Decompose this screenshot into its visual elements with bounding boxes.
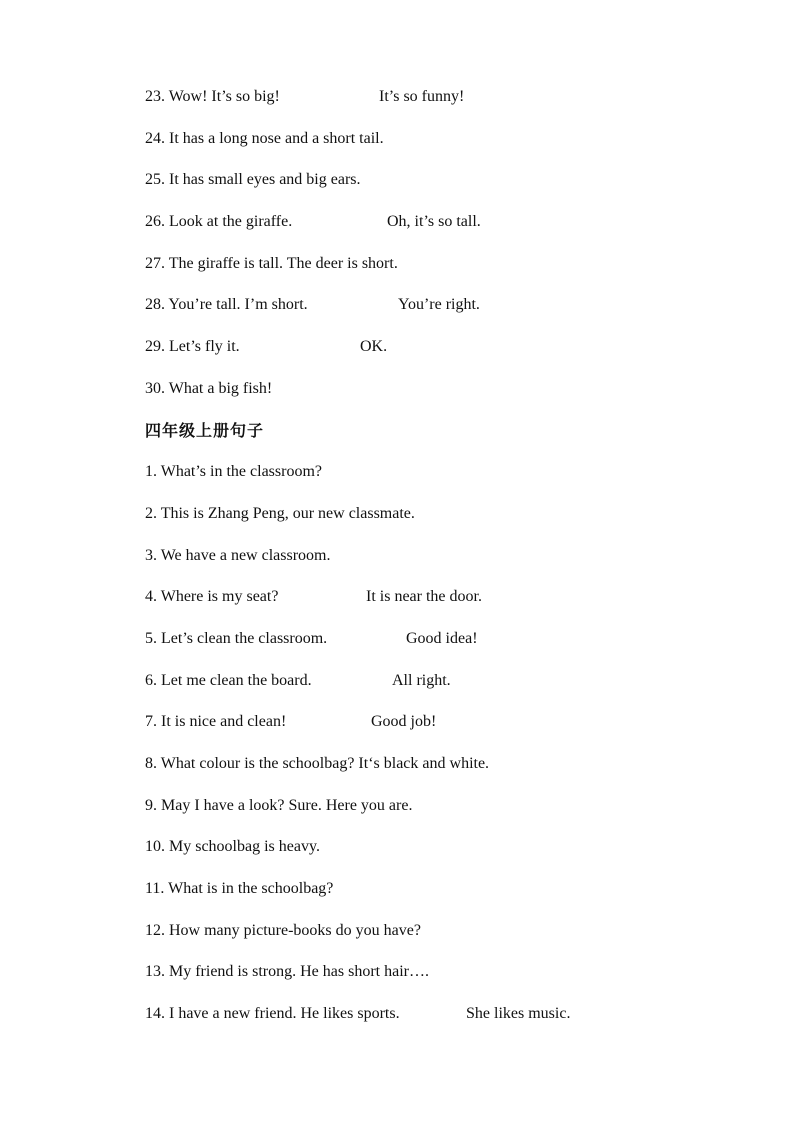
- sentence-text: 6. Let me clean the board.: [145, 671, 312, 689]
- sentence-text: 27. The giraffe is tall. The deer is short.: [145, 254, 398, 272]
- response-text: OK.: [360, 338, 388, 356]
- sentence-text: 11. What is in the schoolbag?: [145, 880, 334, 898]
- sentence-text: 26. Look at the giraffe.: [145, 213, 293, 231]
- sentence-text: 2. This is Zhang Peng, our new classmate.: [145, 504, 415, 522]
- sentence-text: 23. Wow! It’s so big!: [145, 88, 280, 105]
- response-text: Good job!: [371, 713, 437, 731]
- sentence-line-28: [145, 294, 745, 336]
- sentence-line-14: [145, 1003, 745, 1045]
- sentence-line-13: [145, 961, 745, 1003]
- sentence-line-25: [145, 169, 745, 211]
- sentence-line-9: [145, 795, 745, 837]
- response-text: She likes music.: [466, 1005, 571, 1023]
- response-text: It is near the door.: [366, 588, 482, 606]
- section-heading: 四年级上册句子: [145, 420, 265, 440]
- response-text: It’s so funny!: [379, 88, 465, 105]
- sentence-line-4: [145, 586, 745, 628]
- sentence-line-5: [145, 628, 745, 670]
- sentence-text: 3. We have a new classroom.: [145, 546, 331, 564]
- sentence-text: 4. Where is my seat?: [145, 588, 279, 606]
- response-text: Oh, it’s so tall.: [387, 213, 481, 231]
- sentence-line-10: [145, 836, 745, 878]
- sentence-line-24: [145, 128, 745, 170]
- sentence-text: 10. My schoolbag is heavy.: [145, 838, 320, 856]
- sentence-text: 8. What colour is the schoolbag? It‘s black and white.: [145, 755, 490, 772]
- response-text: All right.: [392, 671, 451, 689]
- sentence-text: 7. It is nice and clean!: [145, 713, 287, 731]
- sentence-text: 25. It has small eyes and big ears.: [145, 171, 361, 189]
- response-text: Good idea!: [406, 629, 478, 647]
- sentence-line-26: [145, 211, 745, 253]
- sentence-list: [145, 86, 745, 1045]
- sentence-line-1: [145, 461, 745, 503]
- response-text: You’re right.: [398, 296, 480, 314]
- sentence-line-23: [145, 86, 745, 128]
- sentence-line-30: [145, 378, 745, 420]
- sentence-text: 28. You’re tall. I’m short.: [145, 296, 308, 314]
- sentence-line-11: [145, 878, 745, 920]
- sentence-text: 13. My friend is strong. He has short hair….: [145, 963, 429, 981]
- sentence-text: 30. What a big fish!: [145, 379, 273, 397]
- sentence-line-7: [145, 711, 745, 753]
- sentence-line-8: [145, 753, 745, 795]
- sentence-text: 14. I have a new friend. He likes sports.: [145, 1005, 400, 1023]
- sentence-line-27: [145, 253, 745, 295]
- sentence-text: 12. How many picture-books do you have?: [145, 921, 421, 939]
- sentence-text: 29. Let’s fly it.: [145, 338, 240, 356]
- sentence-text: 9. May I have a look? Sure. Here you are.: [145, 796, 413, 814]
- sentence-text: 5. Let’s clean the classroom.: [145, 629, 328, 647]
- sentence-line-6: [145, 670, 745, 712]
- sentence-text: 1. What’s in the classroom?: [145, 463, 322, 481]
- sentence-line-29: [145, 336, 745, 378]
- sentence-text: 24. It has a long nose and a short tail.: [145, 129, 384, 147]
- sentence-line-3: [145, 545, 745, 587]
- sentence-line-12: [145, 920, 745, 962]
- sentence-line-2: [145, 503, 745, 545]
